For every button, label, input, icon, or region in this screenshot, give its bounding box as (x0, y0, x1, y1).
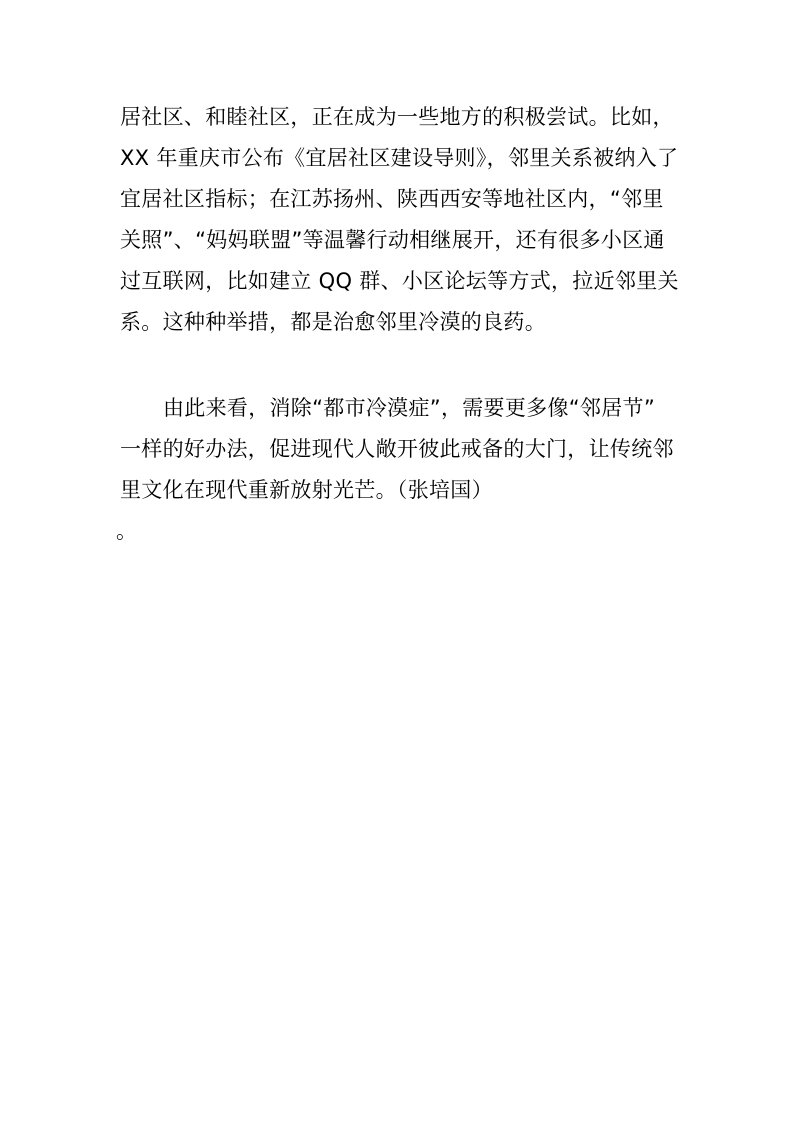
trailing-period: 。 (116, 519, 138, 543)
paragraph-1-line-2: XX 年重庆市公布《宜居社区建设导则》，邻里关系被纳入了 (120, 146, 679, 170)
paragraph-2-line-1: 由此来看，消除“都市冷漠症”，需要更多像“邻居节” (163, 396, 656, 420)
paragraph-1-line-6: 系。这种种举措，都是治愈邻里冷漠的良药。 (120, 310, 546, 334)
paragraph-1-line-1: 居社区、和睦社区，正在成为一些地方的积极尝试。比如， (120, 105, 674, 129)
paragraph-1-line-4: 关照”、“妈妈联盟”等温馨行动相继展开，还有很多小区通 (120, 228, 665, 252)
paragraph-1-line-3: 宜居社区指标；在江苏扬州、陕西西安等地社区内，“邻里 (120, 187, 664, 211)
paragraph-2-line-2: 一样的好办法，促进现代人敞开彼此戒备的大门，让传统邻 (120, 437, 674, 461)
paragraph-1-line-5: 过互联网，比如建立 QQ 群、小区论坛等方式，拉近邻里关 (120, 269, 679, 293)
paragraph-2-line-3: 里文化在现代重新放射光芒。（张培国） (120, 478, 493, 502)
